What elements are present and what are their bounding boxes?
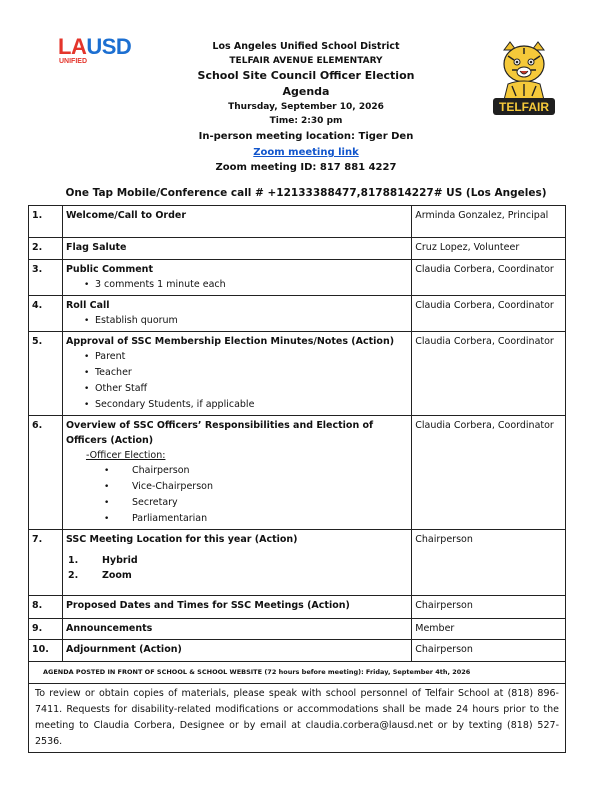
meeting-date: Thursday, September 10, 2026 <box>228 102 384 112</box>
item-presenter: Member <box>412 619 566 640</box>
item-presenter: Chairperson <box>412 596 566 619</box>
table-row <box>29 238 566 260</box>
officer-election-heading: -Officer Election: <box>85 450 166 461</box>
list-item: • Parliamentarian <box>104 511 408 527</box>
meeting-time: Time: 2:30 pm <box>269 116 343 126</box>
list-item: • Chairperson <box>104 463 408 479</box>
option-number: 2. <box>67 570 79 581</box>
table-row <box>29 416 566 530</box>
item-presenter: Claudia Corbera, Coordinator <box>412 296 566 332</box>
item-number: 1. <box>29 206 63 238</box>
item-title: Flag Salute <box>65 242 127 253</box>
table-row <box>29 206 566 238</box>
zoom-meeting-id: Zoom meeting ID: 817 881 4227 <box>215 162 397 173</box>
mascot-label: TELFAIR <box>499 100 549 114</box>
zoom-meeting-link[interactable]: Zoom meeting link <box>253 147 359 158</box>
item-title: Adjournment (Action) <box>65 644 182 655</box>
table-row <box>29 662 566 684</box>
item-number: 4. <box>29 296 63 332</box>
item-number: 5. <box>29 332 63 416</box>
item-presenter: Claudia Corbera, Coordinator <box>412 332 566 416</box>
option-label: Zoom <box>101 570 132 581</box>
document-title: School Site Council Officer Election <box>197 69 415 82</box>
item-title: Proposed Dates and Times for SSC Meetings (Action) <box>65 600 350 611</box>
item-number: 9. <box>29 619 63 640</box>
item-title: Approval of SSC Membership Election Minutes/Notes (Action) <box>65 336 395 347</box>
agenda-table <box>28 205 566 753</box>
item-title: Announcements <box>65 623 153 634</box>
table-row <box>29 684 566 753</box>
table-row <box>29 640 566 662</box>
item-presenter: Cruz Lopez, Volunteer <box>412 238 566 260</box>
meeting-location: In-person meeting location: Tiger Den <box>198 131 414 142</box>
posted-notice: AGENDA POSTED IN FRONT OF SCHOOL & SCHOOL WEBSITE (72 hours before meeting): Friday, September 4th, 2026 <box>29 662 566 684</box>
logo-unified: UNIFIED <box>59 58 87 65</box>
item-presenter: Chairperson <box>412 530 566 596</box>
list-item: • Vice-Chairperson <box>104 479 408 495</box>
table-row <box>29 530 566 596</box>
option-label: Hybrid <box>101 555 138 566</box>
item-title: Public Comment <box>65 264 153 275</box>
item-number: 8. <box>29 596 63 619</box>
item-number: 6. <box>29 416 63 530</box>
item-number: 7. <box>29 530 63 596</box>
list-item <box>68 553 408 568</box>
table-row <box>29 296 566 332</box>
item-presenter: Arminda Gonzalez, Principal <box>412 206 566 238</box>
item-number: 3. <box>29 260 63 296</box>
table-row <box>29 596 566 619</box>
table-row <box>29 332 566 416</box>
conference-call-line: One Tap Mobile/Conference call # +12133388477,8178814227# US (Los Angeles) <box>65 187 547 199</box>
option-number: 1. <box>67 555 79 566</box>
table-row <box>29 260 566 296</box>
list-item: • Secretary <box>104 495 408 511</box>
item-title: SSC Meeting Location for this year (Action) <box>65 534 298 545</box>
list-item: • Parent <box>84 349 408 365</box>
list-item <box>68 568 408 583</box>
logo-usd: USD <box>86 34 132 59</box>
logo-la: LA <box>58 34 87 59</box>
document-subtitle: Agenda <box>282 85 330 98</box>
item-title: Roll Call <box>65 300 110 311</box>
list-item: • Teacher <box>84 365 408 381</box>
list-item: • 3 comments 1 minute each <box>84 277 408 293</box>
accessibility-notice: To review or obtain copies of materials, please speak with school personnel of Telfair School at (818) 896-7411. Requests for disability-related modifications or accommodations shall be made 24 hours prior to the meeting to Claudia Corbera, Designee or by email at claudia.corbera@lausd.net or by texting (818) 527-2536. <box>35 688 559 747</box>
item-number: 10. <box>29 640 63 662</box>
list-item: • Secondary Students, if applicable <box>84 397 408 413</box>
school-name: TELFAIR AVENUE ELEMENTARY <box>229 56 383 66</box>
item-number: 2. <box>29 238 63 260</box>
district-name: Los Angeles Unified School District <box>212 41 400 52</box>
list-item: • Establish quorum <box>84 313 408 329</box>
table-row <box>29 619 566 640</box>
list-item: • Other Staff <box>84 381 408 397</box>
item-title: Overview of SSC Officers’ Responsibilities and Election of Officers (Action) <box>65 420 374 446</box>
item-presenter: Claudia Corbera, Coordinator <box>412 260 566 296</box>
document-header <box>80 40 532 175</box>
item-presenter: Claudia Corbera, Coordinator <box>412 416 566 530</box>
item-presenter: Chairperson <box>412 640 566 662</box>
item-title: Welcome/Call to Order <box>65 210 187 221</box>
